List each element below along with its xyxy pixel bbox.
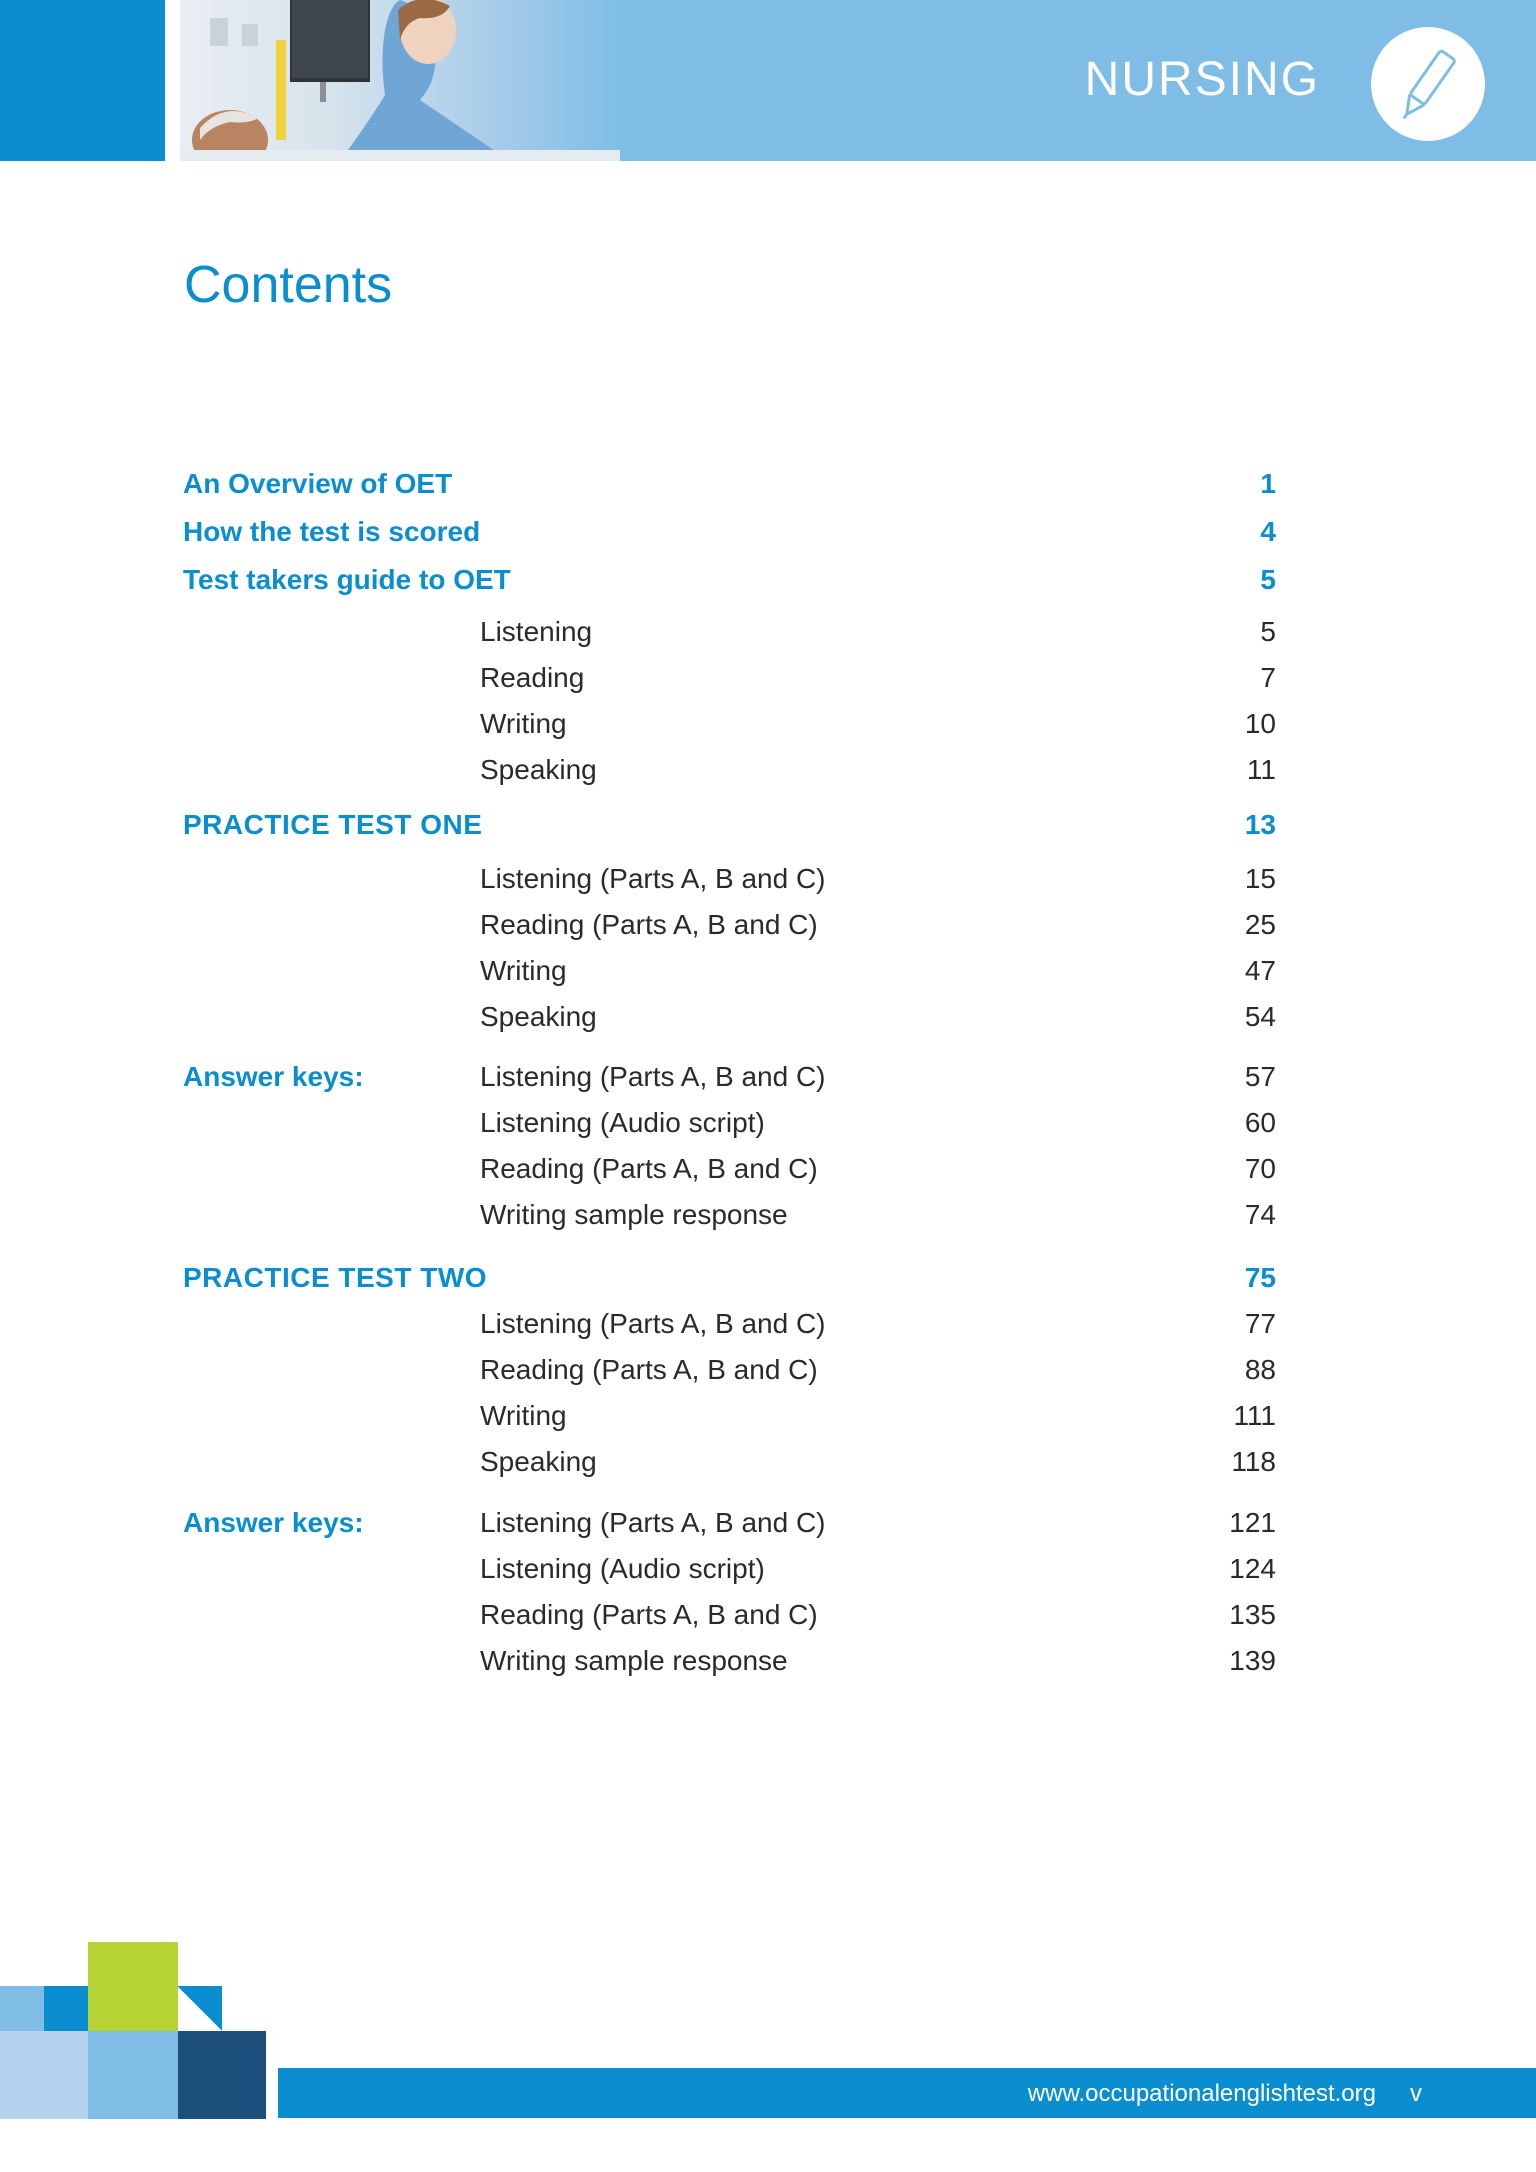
toc-entry[interactable] bbox=[0, 1444, 1536, 1480]
toc-page-number: 47 bbox=[1244, 955, 1276, 986]
toc-page-number: 5 bbox=[1260, 616, 1276, 647]
header-title: NURSING bbox=[1084, 53, 1320, 106]
toc-item-title: Writing bbox=[480, 955, 567, 986]
toc-item-title: Writing bbox=[480, 708, 567, 739]
toc-page-number: 15 bbox=[1244, 863, 1276, 894]
toc-page-number: 11 bbox=[1246, 754, 1276, 785]
toc-item-title: Speaking bbox=[480, 754, 597, 785]
toc-page-number: 60 bbox=[1244, 1107, 1276, 1138]
toc-entry[interactable] bbox=[0, 1398, 1536, 1434]
toc-item-title: Writing bbox=[480, 1400, 567, 1431]
footer-block-light bbox=[0, 1986, 44, 2031]
toc-section-title: An Overview of OET bbox=[183, 468, 453, 499]
header-blue-block bbox=[0, 0, 165, 161]
toc-page-number: 54 bbox=[1244, 1001, 1276, 1032]
toc-page-number: 70 bbox=[1244, 1153, 1276, 1184]
toc-entry[interactable] bbox=[0, 999, 1536, 1035]
toc-group-label: Answer keys: bbox=[183, 1507, 364, 1538]
toc-entry[interactable] bbox=[0, 752, 1536, 788]
toc-entry[interactable] bbox=[0, 1059, 1536, 1095]
footer-page-number: v bbox=[1410, 2080, 1422, 2107]
toc-entry[interactable] bbox=[0, 1643, 1536, 1679]
toc-section-title: Test takers guide to OET bbox=[183, 564, 511, 595]
toc-item-title: Reading bbox=[480, 662, 585, 693]
toc-item-title: Listening (Parts A, B and C) bbox=[480, 863, 826, 894]
toc-entry[interactable] bbox=[0, 1597, 1536, 1633]
page-header bbox=[0, 0, 1536, 161]
footer-block-triangle bbox=[178, 1986, 222, 2031]
toc-page-number: 111 bbox=[1233, 1400, 1276, 1431]
toc-entry[interactable] bbox=[0, 907, 1536, 943]
toc-page-number: 10 bbox=[1244, 708, 1276, 739]
toc-entry[interactable] bbox=[0, 1505, 1536, 1541]
toc-entry[interactable] bbox=[0, 706, 1536, 742]
toc-entry[interactable] bbox=[0, 1105, 1536, 1141]
toc-item-title: Reading (Parts A, B and C) bbox=[480, 1599, 818, 1630]
toc-page-number: 4 bbox=[1260, 516, 1276, 547]
toc-page-number: 139 bbox=[1229, 1645, 1276, 1676]
toc-section-title: PRACTICE TEST ONE bbox=[183, 809, 483, 840]
toc-page-number: 7 bbox=[1260, 662, 1276, 693]
header-photo-illustration bbox=[180, 0, 620, 161]
footer-block-lime bbox=[88, 1942, 178, 2031]
footer-block-light2 bbox=[88, 2031, 178, 2119]
toc-page-number: 75 bbox=[1244, 1262, 1276, 1293]
toc-entry[interactable] bbox=[0, 514, 1536, 550]
toc-item-title: Speaking bbox=[480, 1001, 597, 1032]
toc-entry[interactable] bbox=[0, 466, 1536, 502]
toc-group-label: Answer keys: bbox=[183, 1061, 364, 1092]
footer-block-pale bbox=[0, 2031, 88, 2119]
footer-block-navy bbox=[178, 2031, 266, 2119]
footer-block-blue bbox=[44, 1986, 88, 2031]
toc-entry[interactable] bbox=[0, 1260, 1536, 1296]
toc-entry[interactable] bbox=[0, 807, 1536, 843]
toc-page-number: 74 bbox=[1244, 1199, 1276, 1230]
toc-entry[interactable] bbox=[0, 1352, 1536, 1388]
toc-entry[interactable] bbox=[0, 1151, 1536, 1187]
toc-item-title: Listening (Parts A, B and C) bbox=[480, 1507, 826, 1538]
toc-item-title: Writing sample response bbox=[480, 1199, 788, 1230]
toc-entry[interactable] bbox=[0, 861, 1536, 897]
toc-item-title: Reading (Parts A, B and C) bbox=[480, 1153, 818, 1184]
page-title: Contents bbox=[184, 256, 393, 314]
toc-item-title: Listening (Parts A, B and C) bbox=[480, 1308, 826, 1339]
toc-item-title: Writing sample response bbox=[480, 1645, 788, 1676]
toc-section-title: PRACTICE TEST TWO bbox=[183, 1262, 488, 1293]
pen-icon bbox=[1371, 27, 1485, 141]
toc-page-number: 135 bbox=[1229, 1599, 1276, 1630]
toc-page-number: 124 bbox=[1229, 1553, 1276, 1584]
toc-page-number: 1 bbox=[1260, 468, 1276, 499]
toc-item-title: Listening (Parts A, B and C) bbox=[480, 1061, 826, 1092]
toc-page-number: 77 bbox=[1244, 1308, 1276, 1339]
toc-page-number: 88 bbox=[1244, 1354, 1276, 1385]
toc-page-number: 5 bbox=[1260, 564, 1276, 595]
toc-entry[interactable] bbox=[0, 562, 1536, 598]
toc-page-number: 57 bbox=[1244, 1061, 1276, 1092]
toc-entry[interactable] bbox=[0, 1551, 1536, 1587]
toc-entry[interactable] bbox=[0, 1197, 1536, 1233]
toc-page-number: 121 bbox=[1229, 1507, 1276, 1538]
toc-item-title: Listening bbox=[480, 616, 593, 647]
toc-page-number: 25 bbox=[1244, 909, 1276, 940]
footer-url[interactable]: www.occupationalenglishtest.org bbox=[1027, 2080, 1376, 2107]
toc-item-title: Reading (Parts A, B and C) bbox=[480, 1354, 818, 1385]
toc-page-number: 13 bbox=[1244, 809, 1276, 840]
header-photo-nurse-patient bbox=[180, 0, 620, 161]
toc-page-number: 118 bbox=[1231, 1446, 1276, 1477]
toc-item-title: Reading (Parts A, B and C) bbox=[480, 909, 818, 940]
toc-item-title: Listening (Audio script) bbox=[480, 1107, 765, 1138]
toc-section-title: How the test is scored bbox=[183, 516, 481, 547]
toc-entry[interactable] bbox=[0, 1306, 1536, 1342]
toc-item-title: Speaking bbox=[480, 1446, 597, 1477]
toc-entry[interactable] bbox=[0, 953, 1536, 989]
toc-item-title: Listening (Audio script) bbox=[480, 1553, 765, 1584]
toc-entry[interactable] bbox=[0, 660, 1536, 696]
header-icon-circle bbox=[1371, 27, 1485, 141]
toc-entry[interactable] bbox=[0, 614, 1536, 650]
